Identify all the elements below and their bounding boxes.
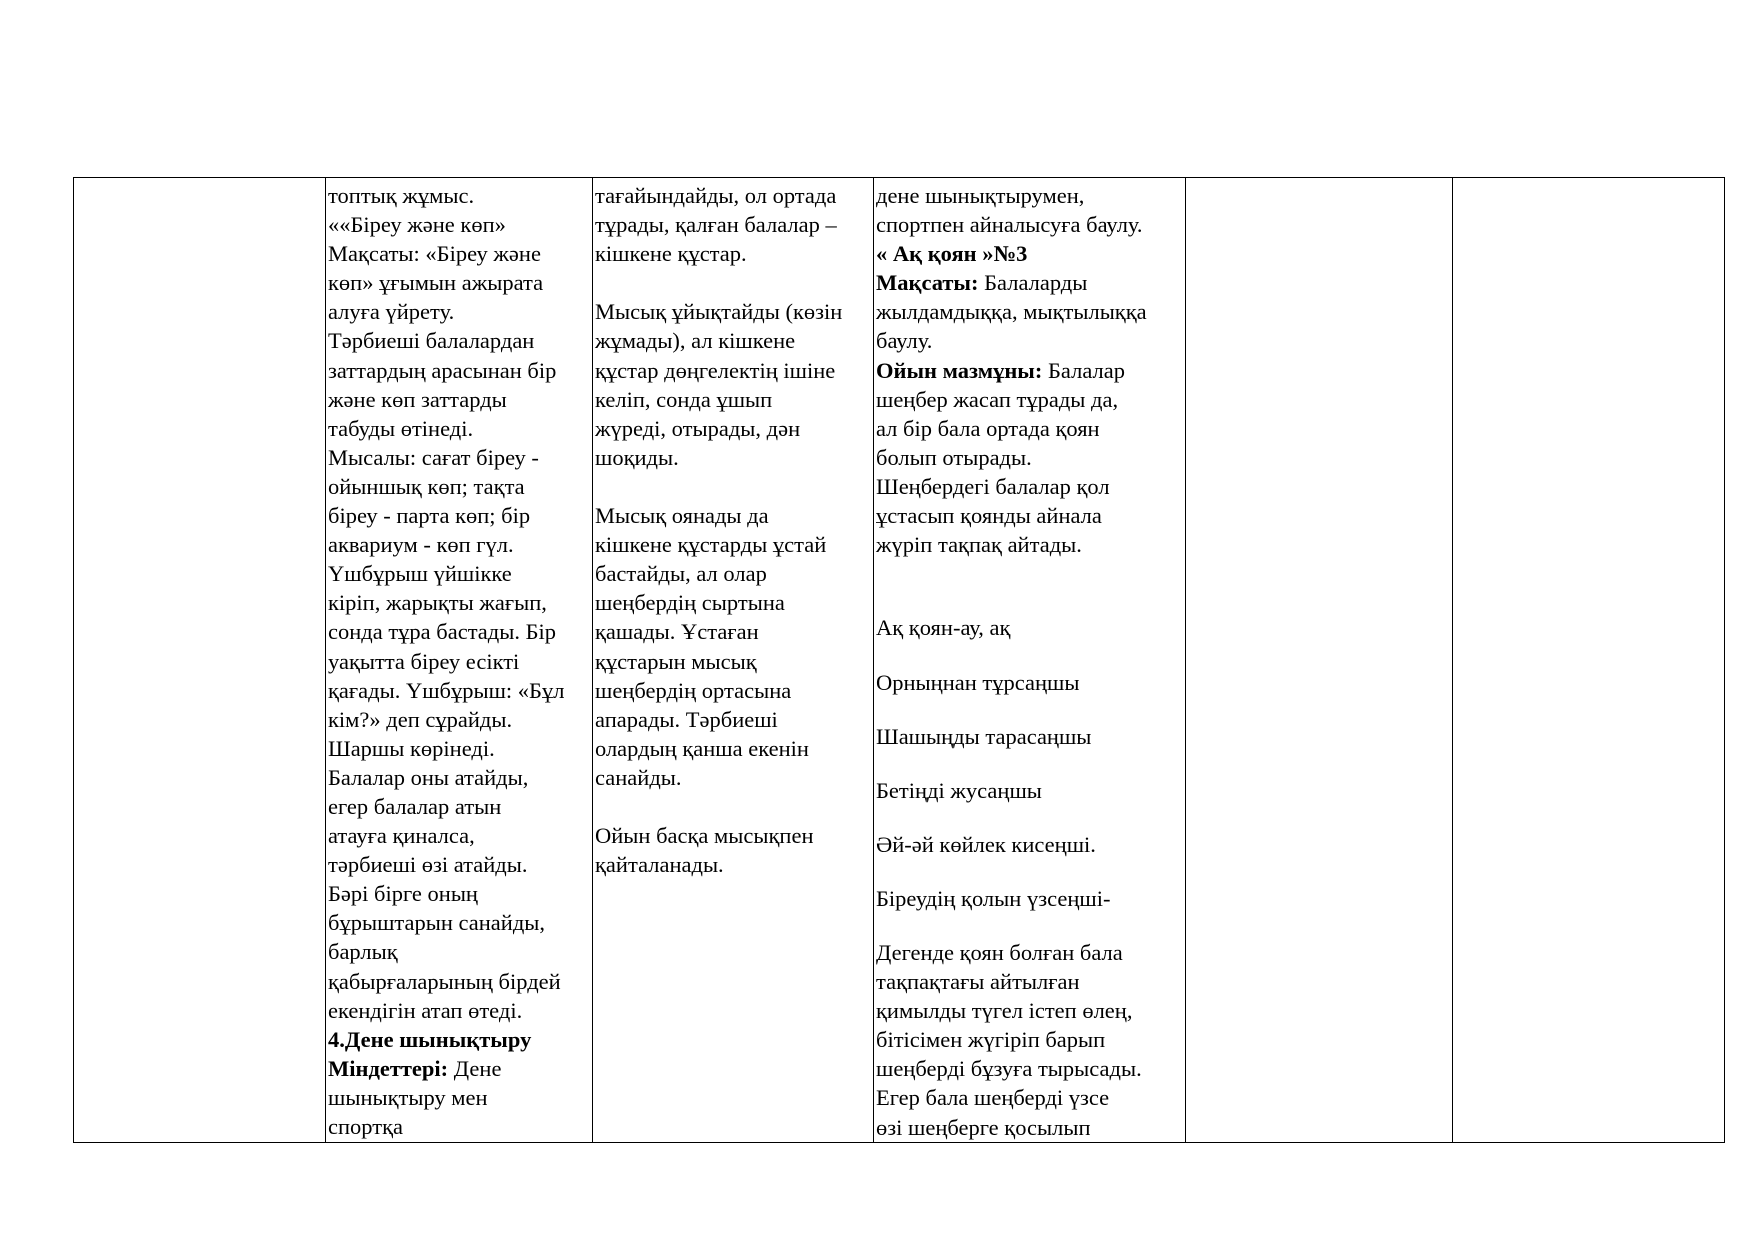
- text-line: апарады. Тәрбиеші: [595, 706, 778, 732]
- text-line: топтық жұмыс.: [328, 183, 475, 208]
- text-line: жылдамдыққа, мықтылыққа: [876, 299, 1147, 325]
- text-line: өзі шеңберге қосылып: [876, 1114, 1091, 1140]
- text-line: аквариум - көп гүл.: [328, 532, 514, 558]
- blank-line: [876, 913, 1183, 938]
- text-line: Шеңбердегі балалар қол: [876, 473, 1110, 499]
- text-line: Егер бала шеңберді үзсе: [876, 1085, 1110, 1111]
- text-line: жүреді, отырады, дән: [595, 415, 801, 441]
- poem-line: Орныңнан тұрсаңшы: [876, 669, 1080, 695]
- bold-label: Міндеттері:: [328, 1055, 449, 1081]
- game-title: « Ақ қоян »№3: [876, 241, 1028, 267]
- table-cell-white-rabbit-game: [874, 178, 1186, 1143]
- text-span: Балаларды: [978, 270, 1088, 296]
- text-line: [876, 268, 1183, 297]
- text-line: Мысық ұйықтайды (көзін: [595, 299, 843, 325]
- table-row: [74, 178, 1725, 1143]
- blank-line: [595, 792, 871, 821]
- text-line: ұстасып қоянды айнала: [876, 503, 1102, 529]
- text-line: Тәрбиеші балалардан: [328, 328, 535, 354]
- poem-line: Шашыңды тарасаңшы: [876, 723, 1092, 749]
- text-line: олардың қанша екенін: [595, 735, 809, 761]
- text-line: табуды өтінеді.: [328, 415, 474, 441]
- text-line: шеңберді бұзуға тырысады.: [876, 1056, 1142, 1082]
- text-line: уақытта біреу есікті: [328, 648, 520, 674]
- blank-line: [876, 859, 1183, 884]
- text-span: Балалар: [1042, 357, 1125, 383]
- text-line: қимылды түгел істеп өлең,: [876, 998, 1133, 1024]
- blank-line: [876, 643, 1183, 668]
- text-line: сонда тұра бастады. Бір: [328, 619, 557, 645]
- text-line: ойыншық көп; тақта: [328, 473, 525, 499]
- blank-line: [876, 805, 1183, 830]
- table-cell-cat-game: [593, 178, 874, 1143]
- text-span: Дене: [448, 1055, 502, 1081]
- poem-line: Біреудің қолын үзсеңші-: [876, 885, 1111, 911]
- text-line: егер балалар атын: [328, 793, 502, 819]
- text-line: қашады. Ұстаған: [595, 619, 759, 645]
- text-line: Дегенде қоян болған бала: [876, 939, 1123, 965]
- text-line: бастайды, ал олар: [595, 561, 767, 587]
- text-line: көп» ұғымын ажырата: [328, 270, 544, 296]
- text-line: кім?» деп сұрайды.: [328, 706, 513, 732]
- text-line: атауға қиналса,: [328, 823, 475, 849]
- blank-line: [876, 751, 1183, 776]
- text-line: тағайындайды, ол ортада: [595, 183, 837, 208]
- table-cell-empty-1: [74, 178, 326, 1143]
- text-line: барлық: [328, 939, 398, 965]
- blank-line: [595, 472, 871, 501]
- text-line: баулу.: [876, 328, 933, 354]
- text-line: тақпақтағы айтылған: [876, 969, 1080, 995]
- text-line: жұмады), ал кішкене: [595, 328, 796, 354]
- blank-line: [876, 559, 1183, 588]
- text-line: болып отырады.: [876, 444, 1032, 470]
- table-cell-empty-5: [1186, 178, 1453, 1143]
- text-line: жүріп тақпақ айтады.: [876, 532, 1082, 558]
- text-line: шеңбердің ортасына: [595, 677, 792, 703]
- text-line: шеңбердің сыртына: [595, 590, 785, 616]
- text-line: Үшбұрыш үйшікке: [328, 561, 512, 587]
- text-line: және көп заттарды: [328, 386, 507, 412]
- text-line: спортпен айналысуға баулу.: [876, 212, 1143, 238]
- text-line: қайталанады.: [595, 852, 724, 878]
- text-line: кіріп, жарықты жағып,: [328, 590, 547, 616]
- text-line: шынықтыру мен: [328, 1084, 488, 1110]
- text-line: ал бір бала ортада қоян: [876, 415, 1100, 441]
- text-line: қағады. Үшбұрыш: «Бұл: [328, 677, 565, 703]
- table-cell-empty-6: [1453, 178, 1725, 1143]
- text-line: құстарын мысық: [595, 648, 757, 674]
- blank-line: [595, 268, 871, 297]
- table-cell-group-work: [326, 178, 593, 1143]
- poem-line: Бетіңді жусаңшы: [876, 777, 1042, 803]
- text-line: құстар дөңгелектің ішіне: [595, 357, 836, 383]
- text-line: дене шынықтырумен,: [876, 183, 1085, 208]
- text-line: тәрбиеші өзі атайды.: [328, 852, 528, 878]
- bold-label: Ойын мазмұны:: [876, 357, 1043, 383]
- bold-label: Мақсаты:: [876, 270, 979, 296]
- text-line: санайды.: [595, 764, 682, 790]
- text-line: [876, 356, 1183, 385]
- text-line: келіп, сонда ұшып: [595, 386, 773, 412]
- text-line: Бәрі бірге оның: [328, 881, 478, 907]
- text-line: заттардың арасынан бір: [328, 357, 557, 383]
- text-line: шоқиды.: [595, 444, 679, 470]
- text-line: шеңбер жасап тұрады да,: [876, 386, 1119, 412]
- text-line: біреу - парта көп; бір: [328, 503, 531, 529]
- text-line: екендігін атап өтеді.: [328, 997, 523, 1023]
- poem-line: Ақ қоян-ау, ақ: [876, 615, 1011, 641]
- text-line: кішкене құстар.: [595, 241, 747, 267]
- text-line: ««Біреу және көп»: [328, 212, 506, 238]
- text-line: Балалар оны атайды,: [328, 764, 529, 790]
- text-line: Ойын басқа мысықпен: [595, 823, 814, 849]
- text-line: алуға үйрету.: [328, 299, 455, 325]
- text-line: кішкене құстарды ұстай: [595, 532, 827, 558]
- text-line: Мысалы: сағат біреу -: [328, 444, 539, 470]
- blank-line: [876, 697, 1183, 722]
- text-line: [328, 1054, 590, 1083]
- section-heading: 4.Дене шынықтыру: [328, 1026, 532, 1052]
- lesson-plan-table: [73, 177, 1725, 1143]
- text-line: қабырғаларының бірдей: [328, 968, 561, 994]
- text-line: спортқа: [328, 1114, 403, 1139]
- text-line: бұрыштарын санайды,: [328, 910, 546, 936]
- text-line: бітісімен жүгіріп барып: [876, 1027, 1106, 1053]
- text-line: Мақсаты: «Біреу және: [328, 241, 541, 267]
- text-line: Мысық оянады да: [595, 503, 769, 529]
- poem-line: Әй-әй көйлек кисеңші.: [876, 831, 1096, 857]
- text-line: тұрады, қалған балалар –: [595, 212, 837, 238]
- text-line: Шаршы көрінеді.: [328, 735, 495, 761]
